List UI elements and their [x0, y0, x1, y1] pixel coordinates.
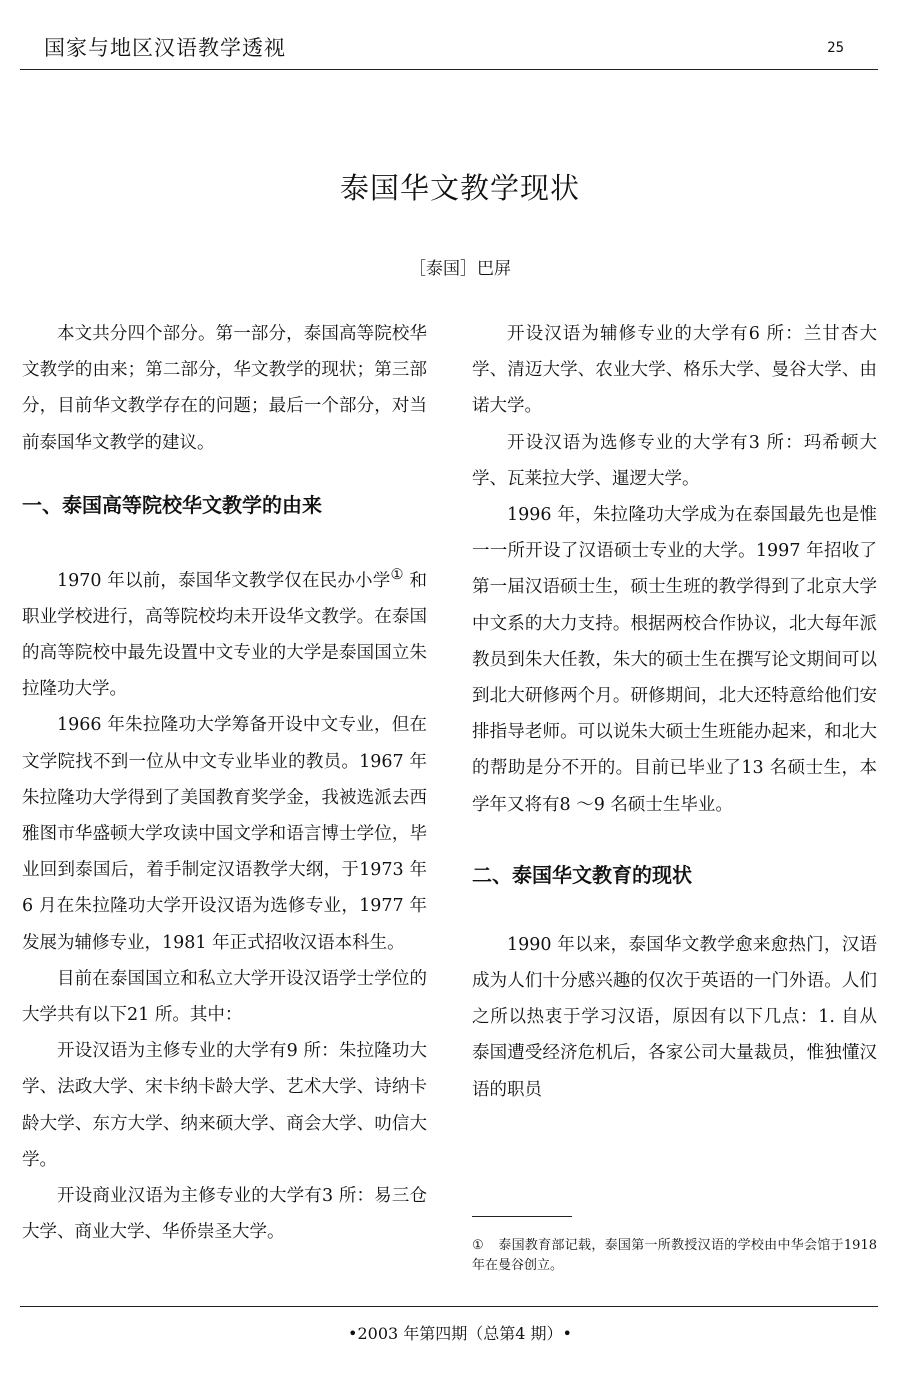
paragraph-text: 1970 年以前，泰国华文教学仅在民办小学 — [57, 570, 391, 591]
section-1-paragraph-8: 1996 年，朱拉隆功大学成为在泰国最先也是惟一一所开设了汉语硕士专业的大学。1997 年招收了第一届汉语硕士生，硕士生班的教学得到了北京大学中文系的大力支持。根据两校合作协议，北大每年派教员到朱大任教，朱大的硕士生在撰写论文期间可以到北大研修两个月。研修期间，北大还特意给他们安排指导老师。可以说朱大硕士生班能办起来，和北大的帮助是分不开的。目前已毕业了13 名硕士生，本学年又将有8 ～9 名硕士生毕业。 — [472, 505, 877, 815]
header-divider — [20, 69, 878, 70]
issue-footer: •2003 年第四期（总第4 期）• — [348, 1324, 572, 1343]
section-2-paragraph-1: 1990 年以来，泰国华文教学愈来愈热门，汉语成为人们十分感兴趣的仅次于英语的一门外语。人们之所以热衷于学习汉语，原因有以下几点：1. 自从泰国遭受经济危机后，各家公司大量裁员，惟独懂汉语的职员 — [472, 934, 877, 1100]
section-1-paragraph-2: 1966 年朱拉隆功大学筹备开设中文专业，但在文学院找不到一位从中文专业毕业的教员。1967 年朱拉隆功大学得到了美国教育奖学金，我被选派去西雅图市华盛顿大学攻读中国文学和语言博士学位，毕业回到泰国后，着手制定汉语教学大纲，于1973 年6 月在朱拉隆功大学开设汉语为选修专业，1977 年发展为辅修专业，1981 年正式招收汉语本科生。 — [22, 715, 427, 953]
journal-header-title: 国家与地区汉语教学透视 — [44, 36, 286, 60]
article-title: 泰国华文教学现状 — [339, 171, 580, 205]
section-1-paragraph-3: 目前在泰国国立和私立大学开设汉语学士学位的大学共有以下21 所。其中： — [22, 968, 427, 1026]
footnote — [472, 1236, 877, 1276]
footnote-text: 泰国教育部记载，泰国第一所教授汉语的学校由中华会馆于1918 年在曼谷创立。 — [472, 1238, 877, 1273]
footnote-reference[interactable]: ① — [390, 565, 404, 583]
section-1-heading: 一、泰国高等院校华文教学的由来 — [22, 492, 322, 517]
section-1-paragraph-6: 开设汉语为辅修专业的大学有6 所：兰甘杏大学、清迈大学、农业大学、格乐大学、曼谷大学、由诺大学。 — [472, 324, 877, 417]
section-1-paragraph-4: 开设汉语为主修专业的大学有9 所：朱拉隆功大学、法政大学、宋卡纳卡龄大学、艺术大学、诗纳卡龄大学、东方大学、纳来硕大学、商会大学、叻信大学。 — [22, 1041, 427, 1170]
page-number: 25 — [827, 40, 844, 56]
section-2-heading: 二、泰国华文教育的现状 — [472, 862, 692, 887]
footnote-divider — [472, 1216, 572, 1217]
footnote-mark: ① — [472, 1238, 484, 1253]
section-1-paragraph-5: 开设商业汉语为主修专业的大学有3 所：易三仓大学、商业大学、华侨崇圣大学。 — [22, 1186, 427, 1243]
article-author: ［泰国］巴屏 — [409, 259, 511, 279]
right-column — [472, 316, 877, 1108]
left-column — [22, 316, 427, 1251]
section-1-paragraph-1 — [22, 557, 427, 708]
footer-divider — [20, 1306, 878, 1307]
abstract-paragraph: 本文共分四个部分。第一部分，泰国高等院校华文教学的由来；第二部分，华文教学的现状；第三部分，目前华文教学存在的问题；最后一个部分，对当前泰国华文教学的建议。 — [22, 324, 427, 453]
paragraph-text: 和职业学校进行，高等院校均未开设华文教学。在泰国的高等院校中最先设置中文专业的大学是泰国国立朱拉隆功大学。 — [22, 570, 427, 700]
section-1-paragraph-7: 开设汉语为选修专业的大学有3 所：玛希顿大学、瓦莱拉大学、暹逻大学。 — [472, 432, 877, 489]
